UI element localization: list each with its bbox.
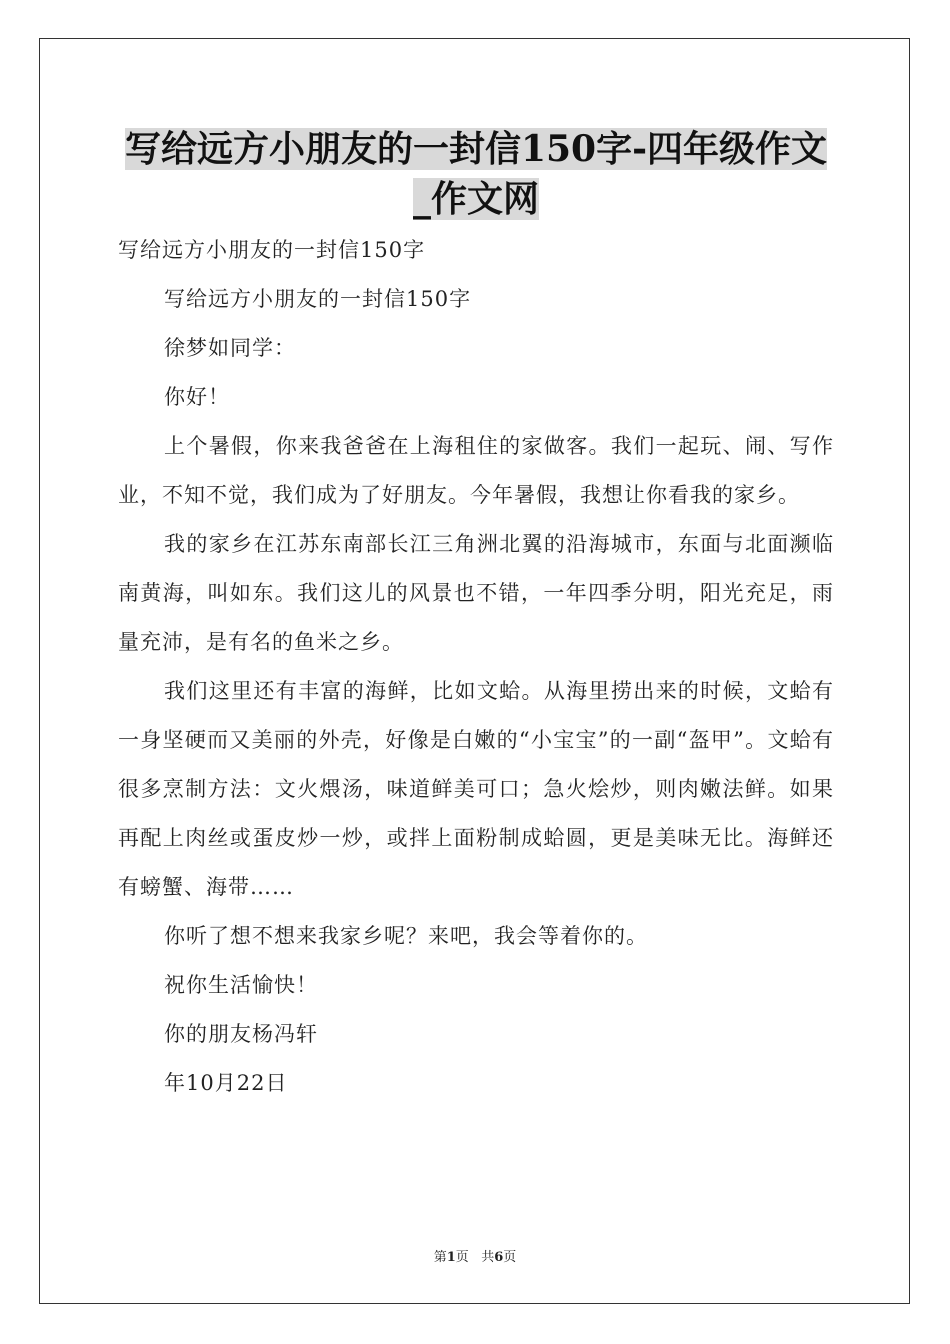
salutation: 徐梦如同学： [164, 336, 296, 360]
subtitle-line: 写给远方小朋友的一封信150字 [118, 238, 426, 262]
letter-date: 年10月22日 [164, 1071, 288, 1095]
footer-page-suffix: 页 [455, 1250, 469, 1265]
footer-prefix: 第 [433, 1250, 447, 1265]
paragraph: 写给远方小朋友的一封信150字 [164, 287, 472, 311]
paragraph: 我的家乡在江苏东南部长江三角洲北翼的沿海城市，东面与北面濒临南黄海，叫如东。我们这儿的风景也不错，一年四季分明，阳光充足，雨量充沛，是有名的鱼米之乡。 [118, 532, 834, 654]
paragraph: 上个暑假，你来我爸爸在上海租住的家做客。我们一起玩、闹、写作业，不知不觉，我们成为了好朋友。今年暑假，我想让你看我的家乡。 [118, 434, 834, 507]
document-title [118, 124, 834, 224]
footer-total-suffix: 页 [503, 1250, 517, 1265]
footer-total-prefix: 共 [481, 1250, 495, 1265]
paragraph: 我们这里还有丰富的海鲜，比如文蛤。从海里捞出来的时候，文蛤有一身坚硬而又美丽的外壳，好像是白嫩的“小宝宝”的一副“盔甲”。文蛤有很多烹制方法：文火煨汤，味道鲜美可口；急火烩炒，则肉嫩法鲜。如果再配上肉丝或蛋皮炒一炒，或拌上面粉制成蛤圆，更是美味无比。海鲜还有螃蟹、海带…… [118, 679, 834, 899]
paragraph: 你听了想不想来我家乡呢？来吧，我会等着你的。 [164, 924, 648, 948]
document-body [118, 226, 834, 1108]
signature: 你的朋友杨冯轩 [164, 1022, 318, 1046]
greeting: 你好！ [164, 385, 230, 409]
footer-total-pages: 6 [494, 1250, 504, 1265]
page-footer [0, 1246, 950, 1265]
document-title-text: 写给远方小朋友的一封信150字-四年级作文_作文网 [124, 128, 828, 220]
footer-page-number: 1 [446, 1250, 456, 1265]
closing-wish: 祝你生活愉快！ [164, 973, 318, 997]
